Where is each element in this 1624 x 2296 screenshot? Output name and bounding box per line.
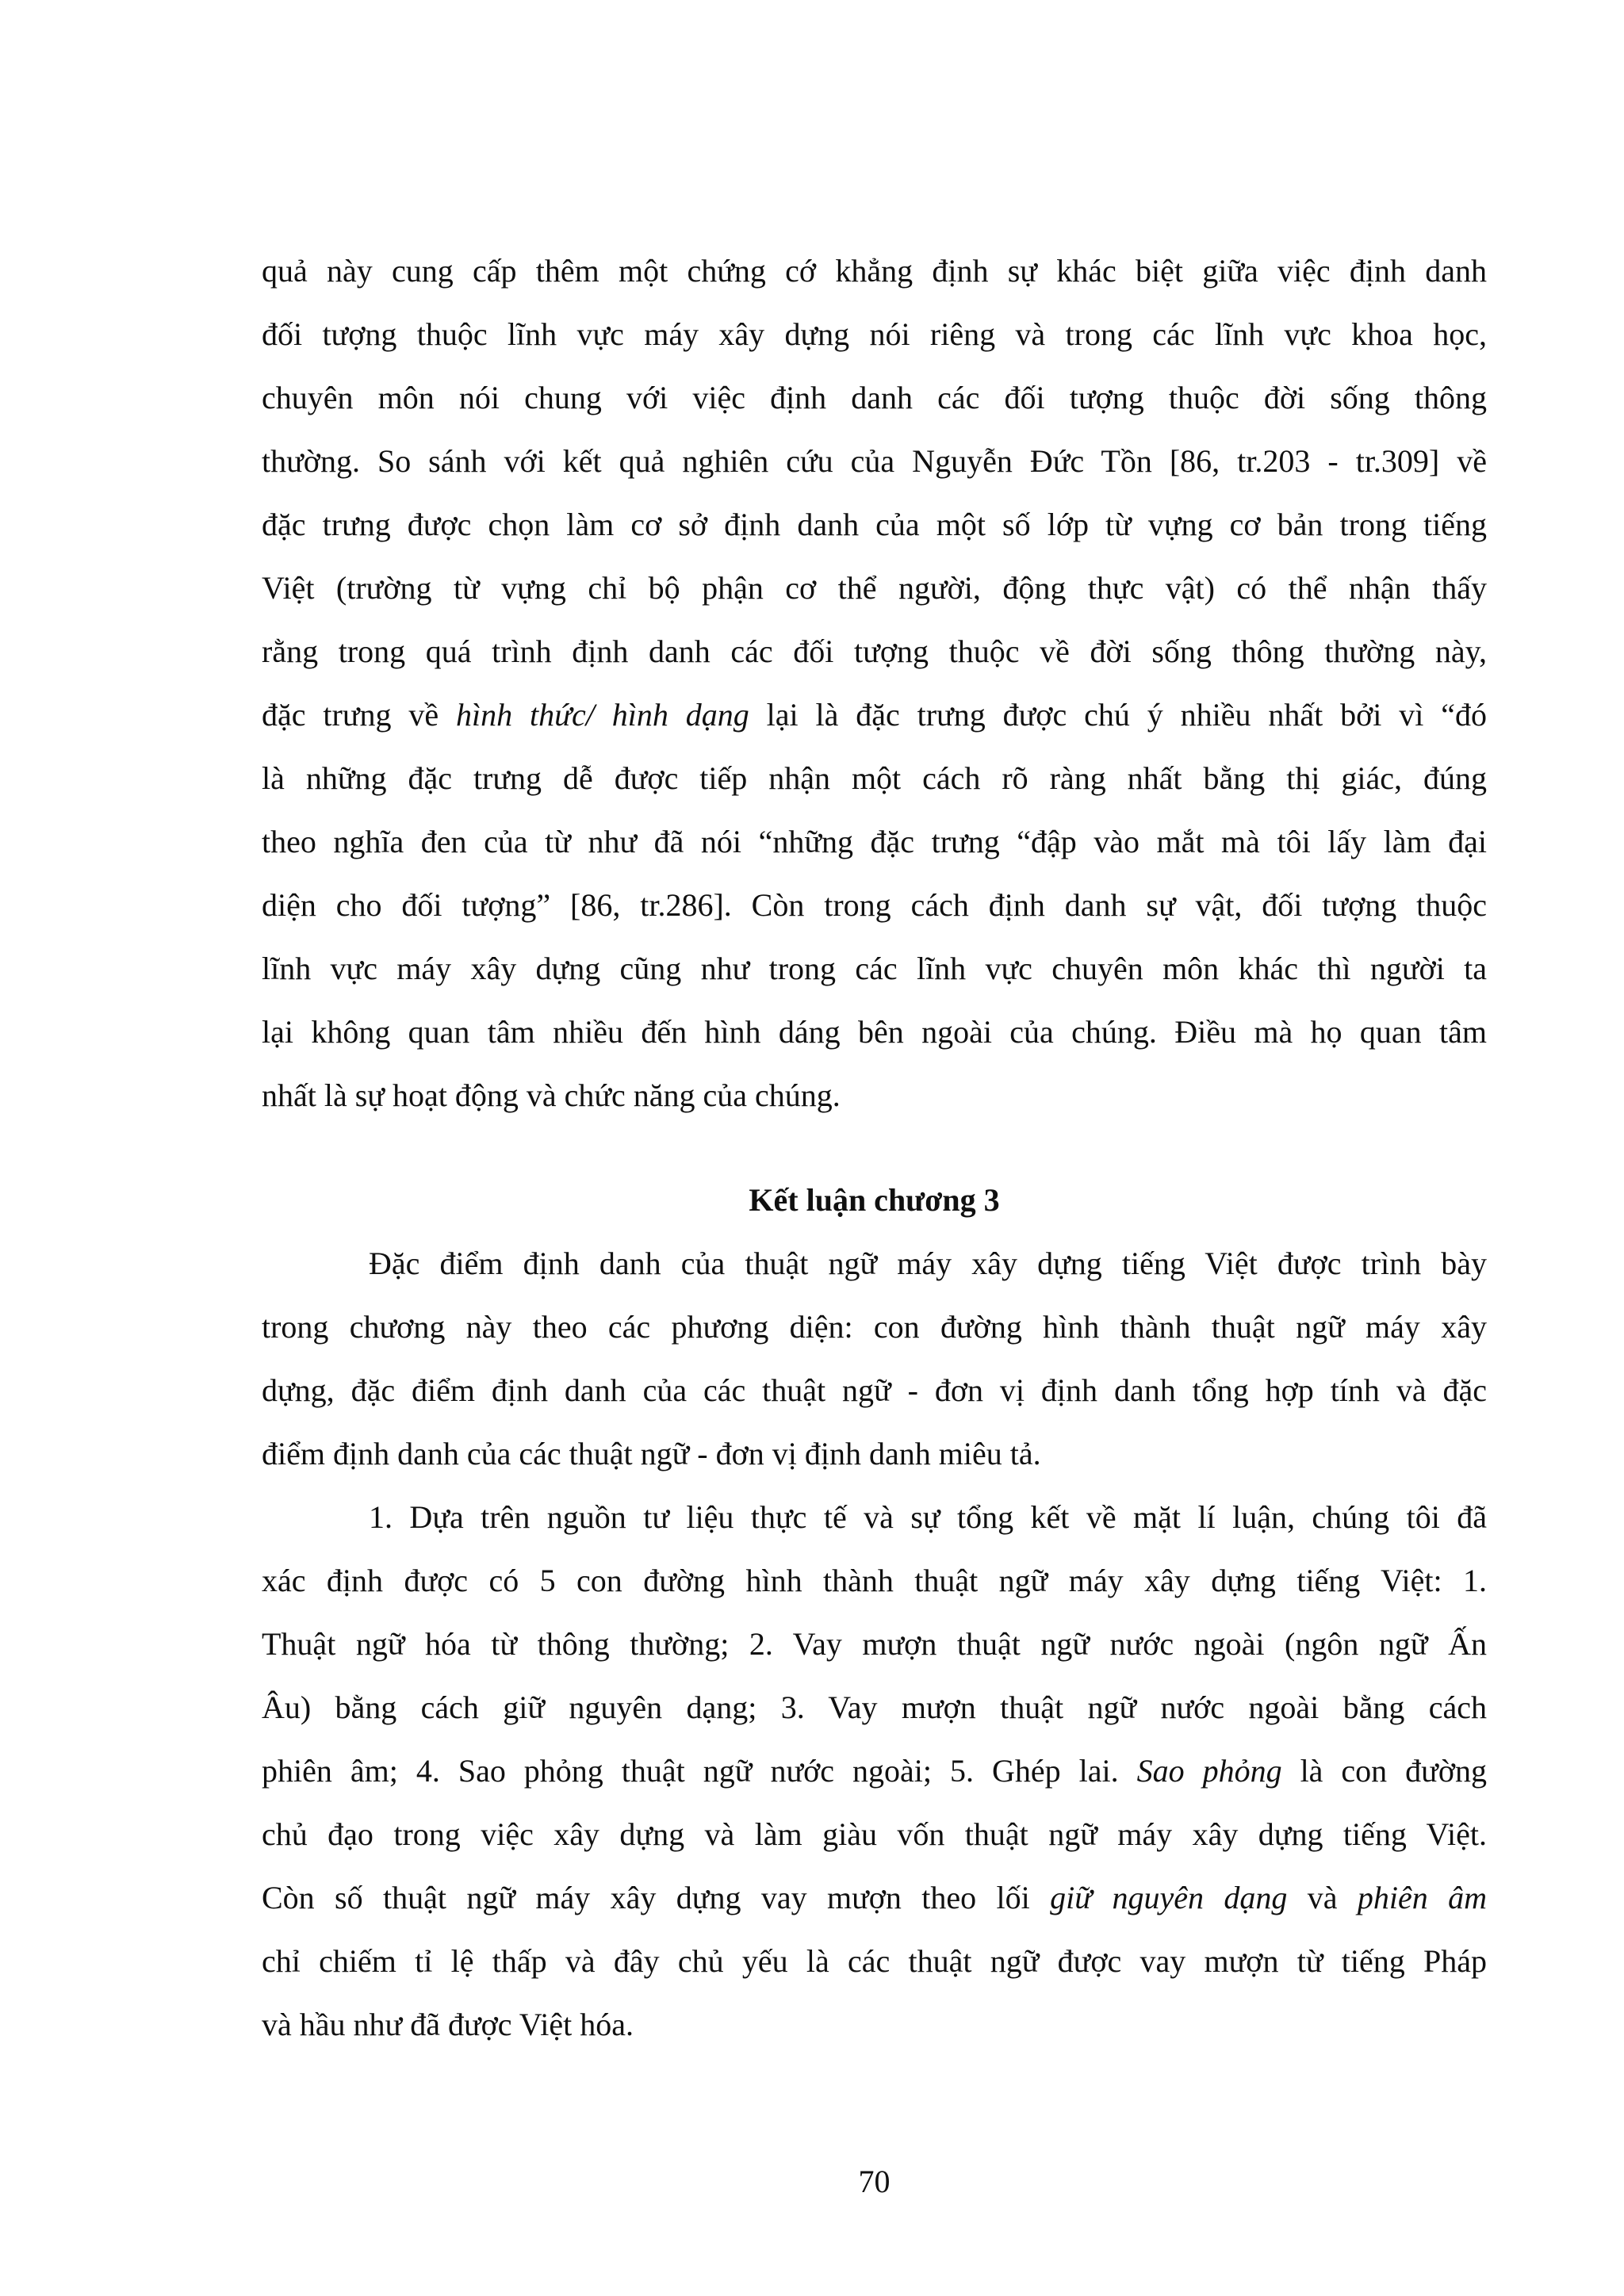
text-line	[262, 683, 1487, 747]
text-run: dựng, đặc điểm định danh của các thuật ngữ - đơn vị định danh tổng hợp tính và đặc	[262, 1372, 1487, 1408]
text-line	[262, 937, 1487, 1001]
text-run: đối tượng thuộc lĩnh vực máy xây dựng nói riêng và trong các lĩnh vực khoa học,	[262, 316, 1487, 352]
text-line	[262, 620, 1487, 683]
text-line	[262, 1930, 1487, 1993]
text-run: Còn số thuật ngữ máy xây dựng vay mượn theo lối	[262, 1880, 1051, 1915]
text-run: đặc trưng về	[262, 697, 457, 733]
text-run: chuyên môn nói chung với việc định danh các đối tượng thuộc đời sống thông	[262, 380, 1487, 415]
text-run: và hầu như đã được Việt hóa.	[262, 2007, 634, 2042]
text-line	[262, 1549, 1487, 1613]
text-run: chủ đạo trong việc xây dựng và làm giàu vốn thuật ngữ máy xây dựng tiếng Việt.	[262, 1816, 1487, 1852]
text-run: phiên âm; 4. Sao phỏng thuật ngữ nước ngoài; 5. Ghép lai.	[262, 1753, 1137, 1789]
italic-text-run: phiên âm	[1357, 1880, 1488, 1915]
text-run: lĩnh vực máy xây dựng cũng như trong các lĩnh vực chuyên môn khác thì người ta	[262, 951, 1487, 986]
text-line	[262, 1359, 1487, 1422]
text-run: theo nghĩa đen của từ như đã nói “những đặc trưng “đập vào mắt mà tôi lấy làm đại	[262, 824, 1487, 859]
paragraph-2	[262, 1232, 1487, 1486]
text-line	[262, 303, 1487, 366]
text-line	[262, 1993, 1487, 2057]
text-run: chỉ chiếm tỉ lệ thấp và đây chủ yếu là các thuật ngữ được vay mượn từ tiếng Pháp	[262, 1943, 1487, 1979]
text-run: Âu) bằng cách giữ nguyên dạng; 3. Vay mượn thuật ngữ nước ngoài bằng cách	[262, 1689, 1487, 1725]
text-line	[262, 874, 1487, 937]
text-run: là con đường	[1281, 1753, 1488, 1789]
text-run: quả này cung cấp thêm một chứng cớ khẳng định sự khác biệt giữa việc định danh	[262, 253, 1487, 289]
text-line	[262, 1803, 1487, 1866]
text-line	[262, 810, 1487, 874]
text-line	[262, 747, 1487, 810]
text-line	[262, 1613, 1487, 1676]
text-run: thường. So sánh với kết quả nghiên cứu của Nguyễn Đức Tồn [86, tr.203 - tr.309] về	[262, 443, 1487, 479]
section-heading: Kết luận chương 3	[749, 1182, 1000, 1218]
text-run: đặc trưng được chọn làm cơ sở định danh của một số lớp từ vựng cơ bản trong tiếng	[262, 507, 1487, 542]
text-line	[262, 366, 1487, 430]
text-line	[262, 430, 1487, 493]
text-run: nhất là sự hoạt động và chức năng của chúng.	[262, 1077, 841, 1113]
text-line	[262, 1295, 1487, 1359]
text-run: Đặc điểm định danh của thuật ngữ máy xây dựng tiếng Việt được trình bày	[369, 1246, 1487, 1281]
paragraph-3	[262, 1486, 1487, 2057]
text-run: là những đặc trưng dễ được tiếp nhận một cách rõ ràng nhất bằng thị giác, đúng	[262, 760, 1487, 796]
text-run: Việt (trường từ vựng chỉ bộ phận cơ thể người, động thực vật) có thể nhận thấy	[262, 570, 1487, 606]
italic-text-run: giữ nguyên dạng	[1050, 1880, 1288, 1915]
text-line	[262, 1739, 1487, 1803]
document-body	[262, 239, 1487, 2057]
text-line	[262, 493, 1487, 557]
text-line	[262, 1676, 1487, 1739]
text-line	[262, 1001, 1487, 1064]
text-run: 1. Dựa trên nguồn tư liệu thực tế và sự tổng kết về mặt lí luận, chúng tôi đã	[369, 1499, 1487, 1535]
text-line	[262, 1422, 1487, 1486]
text-run: lại là đặc trưng được chú ý nhiều nhất bởi vì “đó	[749, 697, 1487, 733]
text-run: xác định được có 5 con đường hình thành thuật ngữ máy xây dựng tiếng Việt: 1.	[262, 1563, 1487, 1598]
text-line	[262, 1866, 1487, 1930]
text-run: rằng trong quá trình định danh các đối tượng thuộc về đời sống thông thường này,	[262, 633, 1487, 669]
text-run: lại không quan tâm nhiều đến hình dáng bên ngoài của chúng. Điều mà họ quan tâm	[262, 1014, 1487, 1050]
text-run: trong chương này theo các phương diện: con đường hình thành thuật ngữ máy xây	[262, 1309, 1487, 1345]
text-line	[262, 1064, 1487, 1127]
text-line	[262, 1486, 1487, 1549]
text-line	[262, 557, 1487, 620]
page-number: 70	[858, 2164, 891, 2199]
text-line	[262, 239, 1487, 303]
text-run: diện cho đối tượng” [86, tr.286]. Còn trong cách định danh sự vật, đối tượng thuộc	[262, 887, 1487, 923]
paragraph-1	[262, 239, 1487, 1127]
italic-text-run: hình thức/ hình dạng	[456, 697, 749, 733]
text-line	[262, 1232, 1487, 1295]
text-run: và	[1287, 1880, 1358, 1915]
text-run: Thuật ngữ hóa từ thông thường; 2. Vay mượn thuật ngữ nước ngoài (ngôn ngữ Ấn	[262, 1626, 1487, 1662]
text-run: điểm định danh của các thuật ngữ - đơn vị định danh miêu tả.	[262, 1436, 1041, 1471]
italic-text-run: Sao phỏng	[1136, 1753, 1282, 1789]
